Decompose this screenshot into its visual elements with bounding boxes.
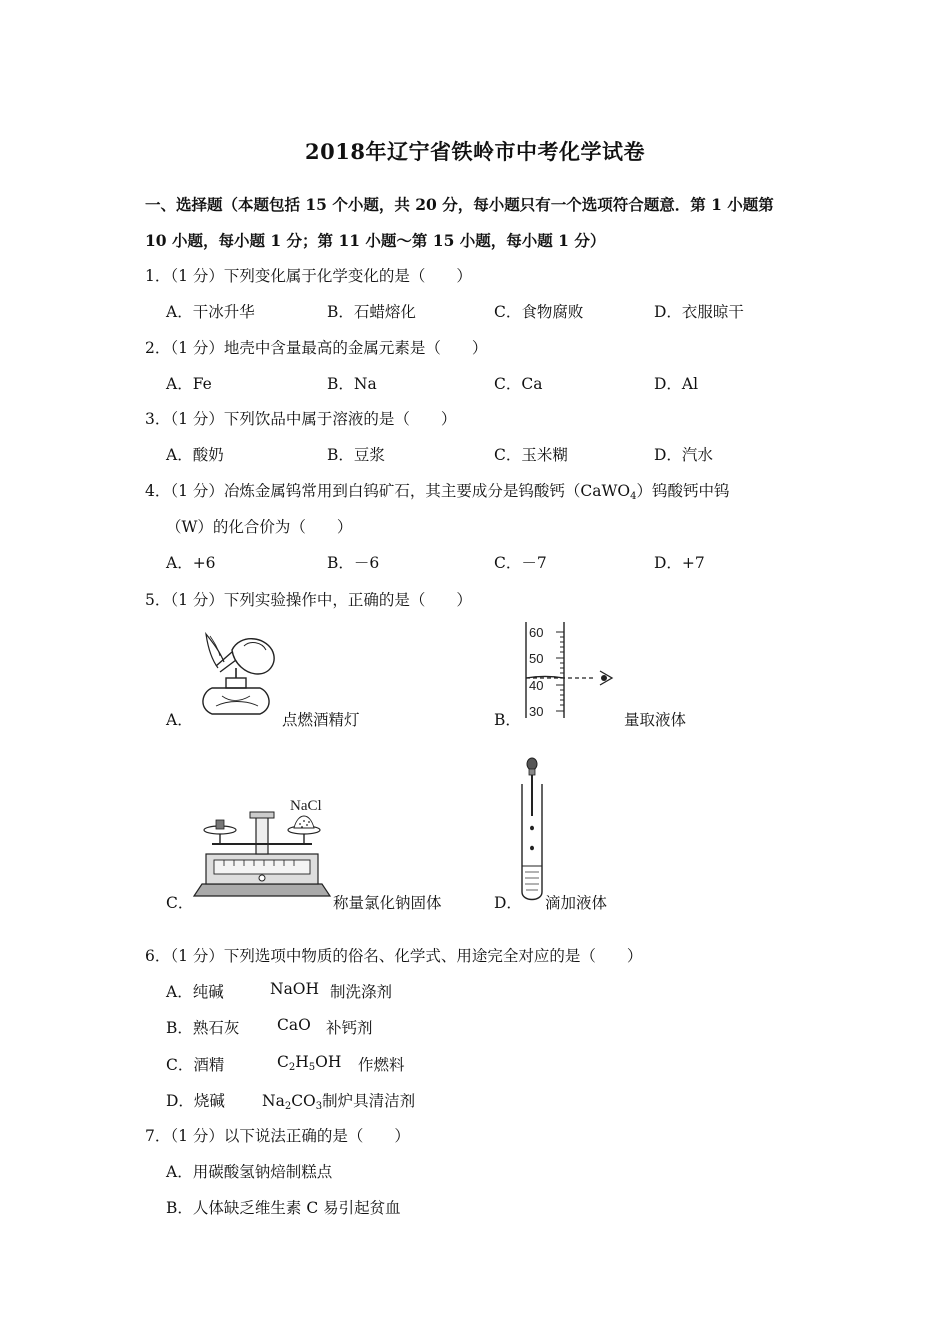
q6-c-formula-sub1: 2 <box>288 1062 296 1073</box>
q6-option-d-formula <box>262 1089 415 1112</box>
dropper-test-tube-figure <box>518 756 548 906</box>
cylinder-tick-30: 30 <box>529 704 544 719</box>
q6-option-b-use: 补钙剂 <box>326 1019 373 1037</box>
q5-option-a-label: A． <box>166 711 193 729</box>
q6-d-formula-part2: CO <box>291 1092 316 1110</box>
q6-d-formula-part1: Na <box>262 1092 285 1110</box>
q3-option-c: C．玉米糊 <box>494 446 568 464</box>
q5-option-a-caption: 点燃酒精灯 <box>282 711 360 729</box>
measuring-cylinder-figure <box>520 620 622 722</box>
question-5-stem: 5．（1 分）下列实验操作中，正确的是（ ） <box>145 591 472 609</box>
q6-option-a-use: 制洗涤剂 <box>330 983 393 1001</box>
q2-option-d: D．Al <box>654 375 699 393</box>
q6-option-c-name: C．酒精 <box>166 1056 225 1074</box>
question-7-stem: 7．（1 分）以下说法正确的是（ ） <box>145 1127 410 1145</box>
question-4-stem-line2: （W）的化合价为（ ） <box>166 518 353 536</box>
question-1-stem: 1．（1 分）下列变化属于化学变化的是（ ） <box>145 267 472 285</box>
q1-option-a: A．干冰升华 <box>166 303 255 321</box>
q6-option-a-name: A．纯碱 <box>166 983 224 1001</box>
q6-d-formula-sub1: 2 <box>284 1101 292 1112</box>
q2-option-b: B．Na <box>327 375 377 393</box>
q2-option-c: C．Ca <box>494 375 543 393</box>
q7-option-a: A．用碳酸氢钠焙制糕点 <box>166 1163 333 1181</box>
q4-option-b: B．－6 <box>327 554 380 572</box>
question-6-stem: 6．（1 分）下列选项中物质的俗名、化学式、用途完全对应的是（ ） <box>145 947 643 965</box>
q1-option-d: D．衣服晾干 <box>654 303 744 321</box>
q6-option-a-formula: NaOH <box>270 980 320 998</box>
q6-option-b-formula: CaO <box>277 1016 311 1034</box>
alcohol-lamp-figure <box>192 622 284 722</box>
q6-c-formula-part1: C <box>277 1053 289 1071</box>
q4-option-a: A．+6 <box>166 554 216 572</box>
nacl-label: NaCl <box>290 798 322 814</box>
question-3-stem: 3．（1 分）下列饮品中属于溶液的是（ ） <box>145 410 457 428</box>
q5-option-d-caption: 滴加液体 <box>545 894 608 912</box>
q6-c-formula-part3: OH <box>315 1053 342 1071</box>
q6-option-c-use: 作燃料 <box>358 1056 405 1074</box>
section-heading-line1: 一、选择题（本题包括 15 个小题，共 20 分，每小题只有一个选项符合题意．第 1 小题第 <box>145 195 774 214</box>
q4-option-c: C．－7 <box>494 554 547 572</box>
question-2-stem: 2．（1 分）地壳中含量最高的金属元素是（ ） <box>145 339 488 357</box>
q6-c-formula-part2: H <box>295 1053 309 1071</box>
q4-option-d: D．+7 <box>654 554 705 572</box>
q5-option-b-caption: 量取液体 <box>624 711 687 729</box>
q5-option-d-label: D． <box>494 894 522 912</box>
question-4-stem <box>145 479 730 502</box>
q4-stem-post: ）钨酸钙中钨 <box>636 482 730 500</box>
q6-d-formula-sub2: 3 <box>315 1101 323 1112</box>
q6-option-b-name: B．熟石灰 <box>166 1019 240 1037</box>
cylinder-tick-50: 50 <box>529 651 544 666</box>
q4-stem-subscript: 4 <box>630 491 637 502</box>
q5-option-c-label: C． <box>166 894 194 912</box>
q6-option-c-formula <box>277 1053 341 1073</box>
q3-option-b: B．豆浆 <box>327 446 385 464</box>
q2-option-a: A．Fe <box>166 375 212 393</box>
section-heading-line2: 10 小题，每小题 1 分；第 11 小题～第 15 小题，每小题 1 分） <box>145 231 606 250</box>
q1-option-c: C．食物腐败 <box>494 303 584 321</box>
cylinder-tick-60: 60 <box>529 625 544 640</box>
cylinder-tick-40: 40 <box>529 678 544 693</box>
q5-option-c-caption: 称量氯化钠固体 <box>333 894 442 912</box>
q5-option-b-label: B． <box>494 711 521 729</box>
q6-option-d-name: D．烧碱 <box>166 1092 225 1110</box>
exam-title: 2018年辽宁省铁岭市中考化学试卷 <box>305 139 645 164</box>
q3-option-a: A．酸奶 <box>166 446 224 464</box>
q3-option-d: D．汽水 <box>654 446 713 464</box>
q6-c-formula-sub2: 5 <box>308 1062 316 1073</box>
q4-stem-pre: 4．（1 分）冶炼金属钨常用到白钨矿石，其主要成分是钨酸钙（CaWO <box>145 482 631 500</box>
q7-option-b: B．人体缺乏维生素 C 易引起贫血 <box>166 1199 401 1217</box>
balance-figure <box>192 794 332 904</box>
q1-option-b: B．石蜡熔化 <box>327 303 416 321</box>
q6-option-d-use: 制炉具清洁剂 <box>322 1092 416 1110</box>
